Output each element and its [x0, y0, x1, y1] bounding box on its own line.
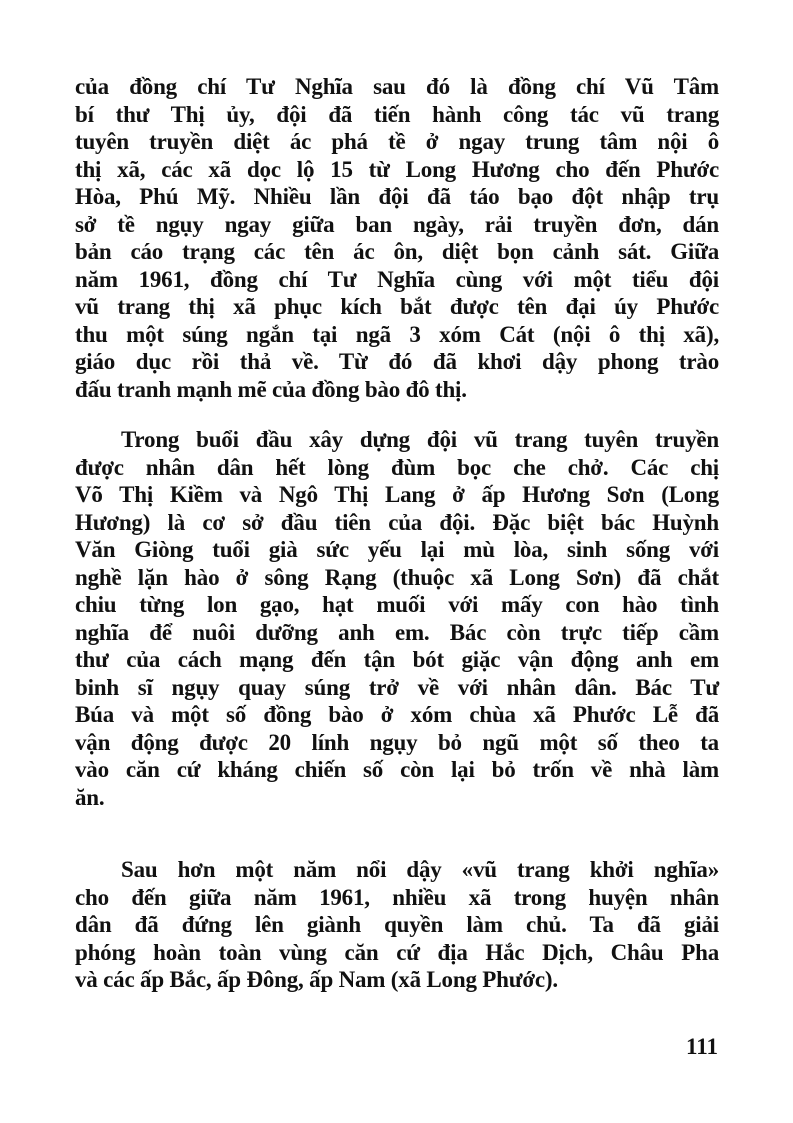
text-line: bí thư Thị ủy, đội đã tiến hành công tác vũ trang — [75, 101, 719, 127]
text-line: Hòa, Phú Mỹ. Nhiều lần đội đã táo bạo đột nhập trụ — [75, 184, 719, 209]
text-line: được nhân dân hết lòng đùm bọc che chở. Các chị — [75, 454, 719, 480]
text-line: vận động được 20 lính ngụy bỏ ngũ một số theo ta — [75, 729, 719, 755]
text-line: nghĩa để nuôi dưỡng anh em. Bác còn trực tiếp cầm — [75, 619, 719, 645]
text-line: năm 1961, đồng chí Tư Nghĩa cùng với một tiểu đội — [75, 266, 719, 292]
text-line: sở tề ngụy ngay giữa ban ngày, rải truyền đơn, dán — [75, 211, 719, 237]
paragraph-2 — [75, 426, 719, 811]
text-line: dân đã đứng lên giành quyền làm chủ. Ta đã giải — [75, 912, 719, 937]
text-line: Trong buổi đầu xây dựng đội vũ trang tuyên truyền — [121, 427, 719, 452]
text-line: thư của cách mạng đến tận bót giặc vận động anh em — [75, 647, 719, 672]
text-line: đấu tranh mạnh mẽ của đồng bào đô thị. — [75, 376, 467, 402]
text-line: Búa và một số đồng bào ở xóm chùa xã Phước Lễ đã — [75, 702, 719, 727]
text-line: Hương) là cơ sở đầu tiên của đội. Đặc biệt bác Huỳnh — [75, 509, 719, 535]
text-line: vào căn cứ kháng chiến số còn lại bỏ trốn về nhà làm — [75, 757, 719, 782]
paragraph-3 — [75, 856, 719, 994]
text-line: bản cáo trạng các tên ác ôn, diệt bọn cảnh sát. Giữa — [75, 239, 719, 264]
text-line: tuyên truyền diệt ác phá tề ở ngay trung tâm nội ô — [75, 129, 719, 154]
text-line: của đồng chí Tư Nghĩa sau đó là đồng chí Vũ Tâm — [75, 74, 719, 99]
text-line: cho đến giữa năm 1961, nhiều xã trong huyện nhân — [75, 884, 719, 910]
page-number: 111 — [686, 1034, 718, 1059]
text-line: ăn. — [75, 784, 105, 810]
text-line: phóng hoàn toàn vùng căn cứ địa Hắc Dịch, Châu Pha — [75, 939, 719, 965]
text-line: chiu từng lon gạo, hạt muối với mấy con hào tình — [75, 592, 719, 617]
text-line: giáo dục rồi thả về. Từ đó đã khơi dậy phong trào — [75, 349, 719, 374]
text-line: thu một súng ngắn tại ngã 3 xóm Cát (nội ô thị xã), — [75, 321, 719, 347]
text-line: thị xã, các xã dọc lộ 15 từ Long Hương cho đến Phước — [75, 156, 719, 182]
paragraph-1 — [75, 73, 719, 403]
text-line: và các ấp Bắc, ấp Đông, ấp Nam (xã Long Phước). — [75, 967, 558, 992]
text-line: Sau hơn một năm nổi dậy «vũ trang khởi nghĩa» — [121, 857, 719, 882]
text-line: binh sĩ ngụy quay súng trở về với nhân dân. Bác Tư — [75, 674, 719, 700]
text-line: vũ trang thị xã phục kích bắt được tên đại úy Phước — [75, 294, 719, 319]
text-line: Võ Thị Kiềm và Ngô Thị Lang ở ấp Hương Sơn (Long — [75, 482, 719, 507]
text-line: Văn Giòng tuổi già sức yếu lại mù lòa, sinh sống với — [75, 537, 719, 562]
text-line: nghề lặn hào ở sông Rạng (thuộc xã Long Sơn) đã chắt — [75, 564, 719, 590]
